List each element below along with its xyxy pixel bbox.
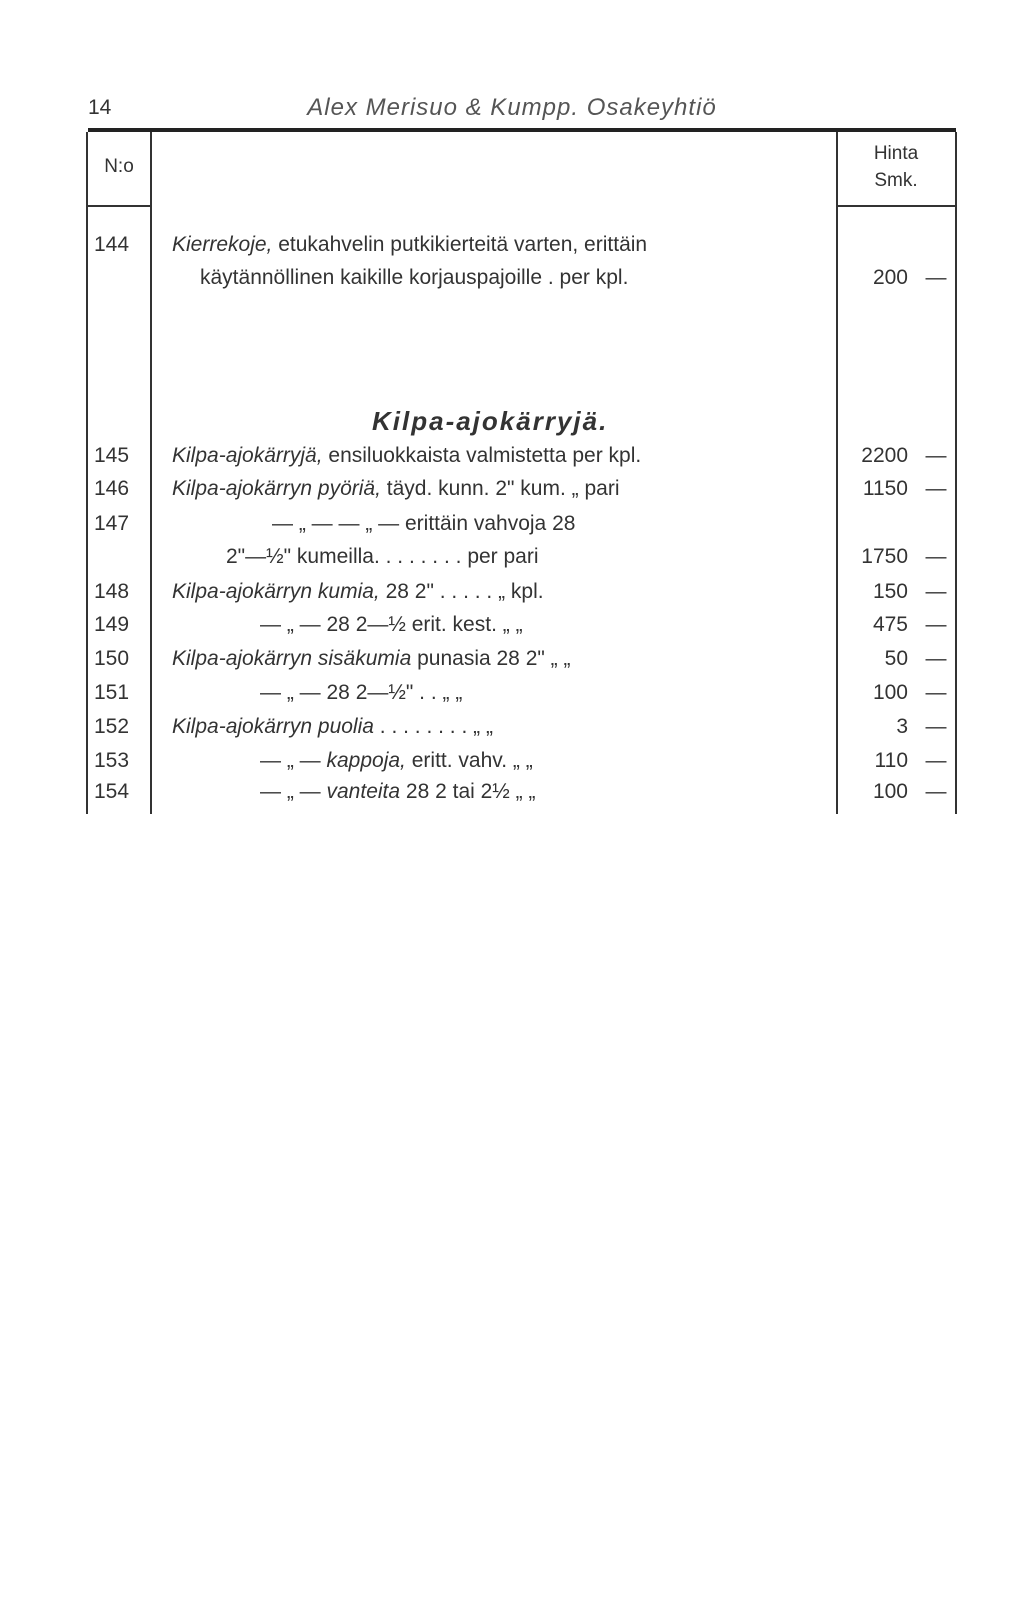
- number-column-heading: N:o: [104, 156, 134, 177]
- row-description-144: [172, 233, 842, 257]
- row-price-150: 50: [884, 647, 908, 670]
- row-price-dash-153: —: [925, 749, 947, 772]
- row-description-146: [172, 477, 842, 501]
- item-details: 28 2" . . . . . „ kpl.: [379, 580, 544, 603]
- row-description-147-line2: 2"—½" kumeilla. . . . . . . . per pari: [226, 545, 539, 568]
- item-name: kappoja,: [326, 749, 406, 772]
- item-name: Kilpa-ajokärryn sisäkumia: [172, 647, 412, 670]
- row-price-dash-152: —: [925, 715, 947, 738]
- row-description-154: [260, 780, 930, 804]
- row-price-dash-147: —: [925, 545, 947, 568]
- item-name: Kilpa-ajokärryn pyöriä,: [172, 477, 381, 500]
- item-name: Kilpa-ajokärryn puolia: [172, 715, 374, 738]
- page-number: 14: [88, 96, 112, 119]
- ditto-marks: — „ —: [260, 749, 327, 772]
- row-price-154: 100: [872, 780, 908, 803]
- row-price-dash-148: —: [925, 580, 947, 603]
- price-header-underline: [836, 205, 957, 207]
- row-description-149: — „ — 28 2—½ erit. kest. „ „: [260, 613, 523, 636]
- row-price-149: 475: [872, 613, 908, 636]
- section-title: Kilpa-ajokärryjä.: [372, 406, 609, 436]
- row-description-148: [172, 580, 842, 604]
- header-rule: [88, 128, 956, 132]
- row-price-146: 1150: [862, 477, 908, 500]
- row-description-150: [172, 647, 842, 671]
- row-number-144: 144: [94, 233, 130, 256]
- item-details: . . . . . . . . „ „: [373, 715, 493, 738]
- row-price-144: 200: [872, 266, 908, 289]
- column-divider-left: [86, 132, 88, 814]
- row-price-dash-146: —: [925, 477, 947, 500]
- row-price-dash-149: —: [925, 613, 947, 636]
- row-description-153: [260, 749, 930, 773]
- row-description-144-line2: käytännöllinen kaikille korjauspajoille . per kpl.: [200, 266, 629, 289]
- row-price-148: 150: [872, 580, 908, 603]
- row-number-153: 153: [94, 749, 130, 772]
- column-divider-number: [150, 132, 152, 814]
- ditto-marks: — „ —: [260, 780, 327, 803]
- item-details: täyd. kunn. 2" kum. „ pari: [380, 477, 620, 500]
- price-column-heading: Hinta: [873, 143, 919, 164]
- item-details: ensiluokkaista valmistetta per kpl.: [322, 444, 642, 467]
- row-number-151: 151: [94, 681, 130, 704]
- number-header-underline: [86, 205, 152, 207]
- row-price-151: 100: [872, 681, 908, 704]
- row-price-dash-151: —: [925, 681, 947, 704]
- item-name: Kilpa-ajokärryjä,: [172, 444, 323, 467]
- row-number-152: 152: [94, 715, 130, 738]
- row-price-dash-150: —: [925, 647, 947, 670]
- item-details: eritt. vahv. „ „: [405, 749, 533, 772]
- row-price-dash-145: —: [925, 444, 947, 467]
- page-header-title: Alex Merisuo & Kumpp. Osakeyhtiö: [307, 94, 717, 121]
- row-price-152: 3: [896, 715, 908, 738]
- row-number-148: 148: [94, 580, 130, 603]
- column-divider-right: [955, 132, 957, 814]
- row-price-145: 2200: [861, 444, 908, 467]
- row-number-149: 149: [94, 613, 130, 636]
- row-description-147: — „ — — „ — erittäin vahvoja 28: [272, 512, 576, 535]
- item-details: 28 2 tai 2½ „ „: [400, 780, 536, 803]
- row-description-151: — „ — 28 2—½" . . „ „: [260, 681, 463, 704]
- row-number-150: 150: [94, 647, 130, 670]
- item-details: punasia 28 2" „ „: [411, 647, 571, 670]
- row-price-153: 110: [874, 749, 908, 772]
- item-details: etukahvelin putkikierteitä varten, erittäin: [272, 233, 648, 256]
- row-price-dash-144: —: [925, 266, 947, 289]
- price-column-unit: Smk.: [874, 170, 918, 191]
- row-number-147: 147: [94, 512, 130, 535]
- row-number-145: 145: [94, 444, 130, 467]
- row-price-147: 1750: [861, 545, 908, 568]
- item-name: Kierrekoje,: [172, 233, 273, 256]
- item-name: vanteita: [326, 780, 401, 803]
- item-name: Kilpa-ajokärryn kumia,: [172, 580, 380, 603]
- row-number-154: 154: [94, 780, 130, 803]
- row-description-145: [172, 444, 842, 468]
- row-price-dash-154: —: [925, 780, 947, 803]
- row-number-146: 146: [94, 477, 130, 500]
- row-description-152: [172, 715, 842, 739]
